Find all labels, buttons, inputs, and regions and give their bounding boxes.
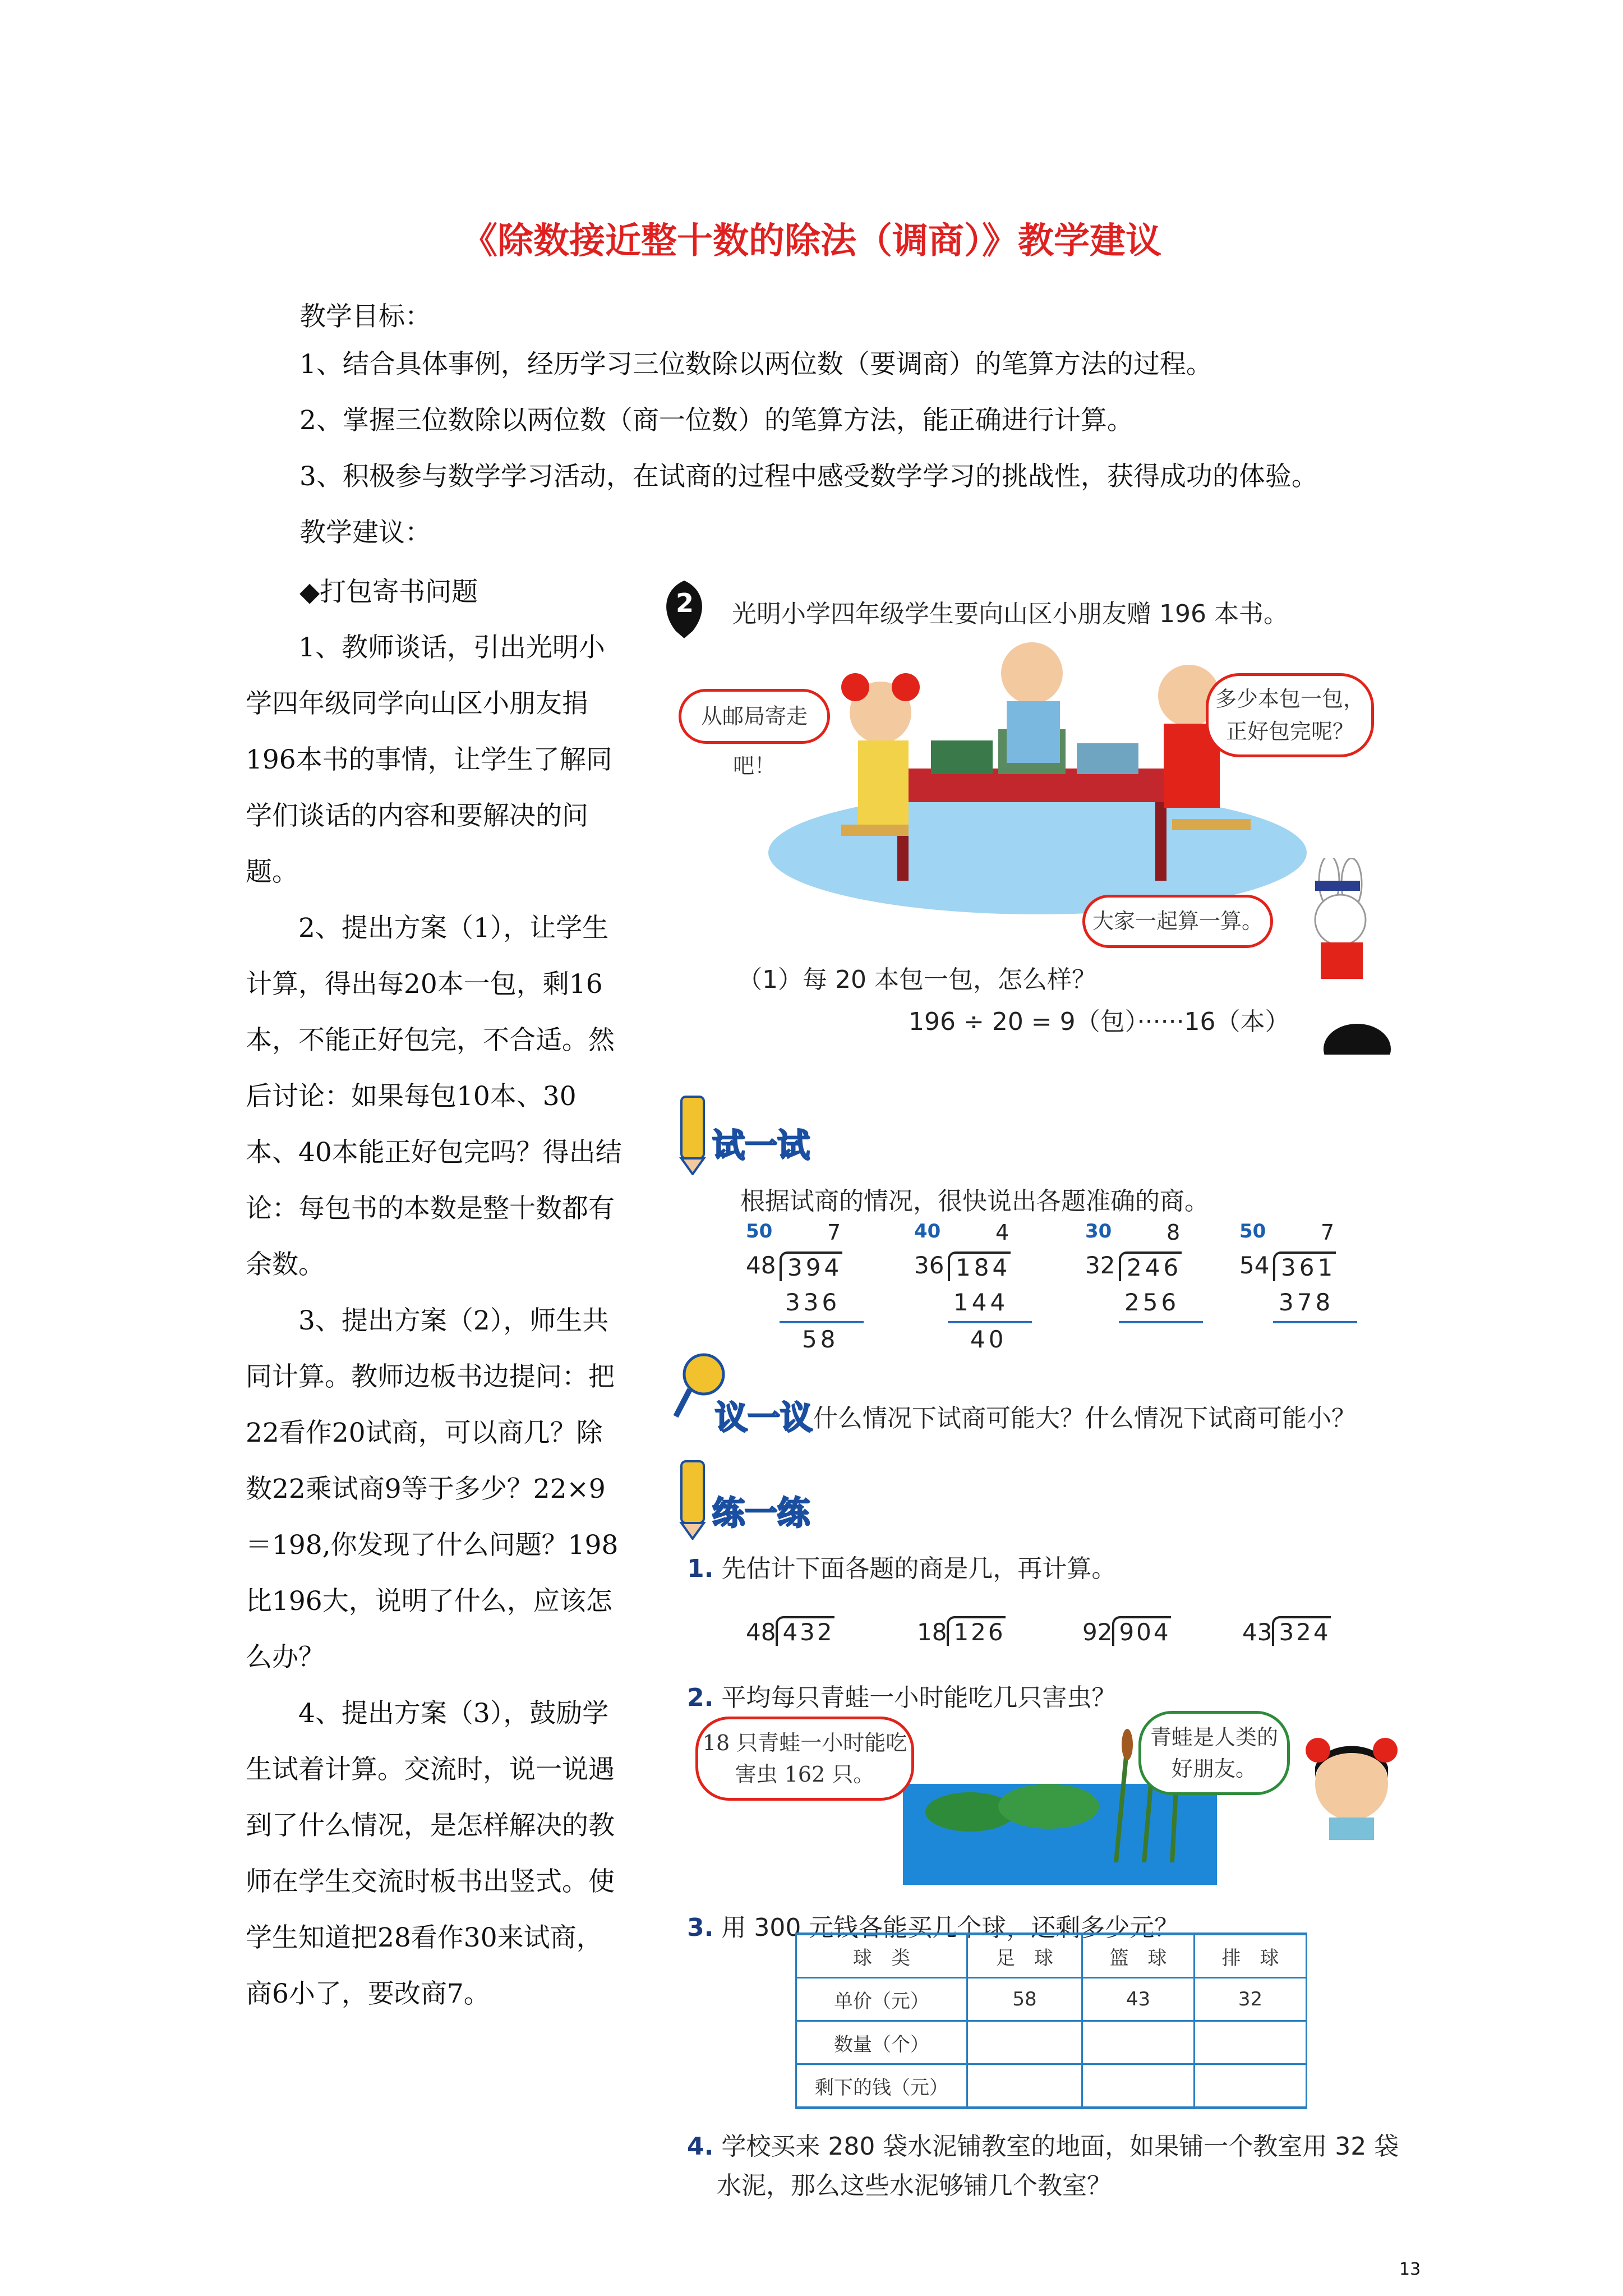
discuss-heading: 议一议	[715, 1398, 813, 1437]
table-row	[796, 2064, 1307, 2108]
plan1-calculation: 196 ÷ 20 = 9（包）······16（本）	[909, 1007, 1290, 1036]
quotient: 4	[995, 1220, 1009, 1245]
remainder: 58	[802, 1326, 839, 1353]
table-cell	[1195, 2021, 1307, 2064]
question-1-text: 先估计下面各题的商是几，再计算。	[721, 1554, 1117, 1583]
suggestion-paragraph-3: 3、提出方案（2），师生共同计算。教师边板书边提问：把22看作20试商，可以商几？除数22乘试商9等于多少？22×9＝198,你发现了什么问题？198比196大，说明了什么，应该怎么办？	[246, 1305, 619, 1673]
exercise-1: 48 432	[746, 1618, 834, 1646]
trial-quotient: 50	[1239, 1220, 1266, 1243]
suggestion-paragraph-4: 4、提出方案（3），鼓励学生试着计算。交流时，说一说遇到了什么情况，是怎样解决的教师在学生交流时板书出竖式。使学生知道把28看作30来试商，商6小了，要改商7。	[246, 1698, 615, 2009]
sub-heading-book-packing: ◆打包寄书问题	[299, 577, 478, 608]
trial-quotient: 40	[914, 1220, 941, 1243]
dividend: 184	[948, 1251, 1011, 1281]
hair-partial-illustration	[1324, 1015, 1391, 1055]
page-number: 13	[1399, 2260, 1421, 2279]
product: 378	[1279, 1289, 1334, 1316]
trial-quotient: 50	[746, 1220, 773, 1243]
suggestions-heading: 教学建议：	[299, 517, 431, 548]
table-cell: 单价（元）	[796, 1978, 967, 2021]
divisor: 48	[746, 1251, 776, 1279]
divisor: 32	[1085, 1251, 1115, 1279]
speech-bubble-left: 从邮局寄走吧！	[679, 689, 830, 744]
dividend: 394	[780, 1251, 842, 1281]
suggestions-column	[246, 620, 623, 2022]
page-title: 《除数接近整十数的除法（调商）》教学建议	[462, 220, 1161, 262]
table-cell: 58	[967, 1978, 1082, 2021]
girl-illustration	[1301, 1722, 1402, 1840]
plan1-question: （1）每 20 本包一包，怎么样？	[737, 965, 1096, 994]
objective-item-3: 3、积极参与数学学习活动，在试商的过程中感受数学学习的挑战性，获得成功的体验。	[299, 461, 1318, 492]
table-cell	[1195, 2064, 1307, 2108]
question-number: 2.	[687, 1683, 714, 1712]
pencil-icon	[673, 1091, 712, 1175]
example-number: 2	[676, 588, 694, 618]
table-cell	[967, 2021, 1082, 2064]
try-it-prompt: 根据试商的情况，很快说出各题准确的商。	[740, 1187, 1209, 1216]
question-4-line-2: 水泥，那么这些水泥够铺几个教室？	[717, 2171, 1112, 2200]
remainder: 40	[970, 1326, 1007, 1353]
table-cell: 足 球	[967, 1934, 1082, 1978]
table-row	[796, 1934, 1307, 1978]
example-text: 光明小学四年级学生要向山区小朋友赠 196 本书。	[732, 600, 1288, 628]
table-cell: 数量（个）	[796, 2021, 967, 2064]
product: 336	[785, 1289, 841, 1316]
table-cell	[1082, 2064, 1195, 2108]
product: 144	[953, 1289, 1009, 1316]
product: 256	[1124, 1289, 1180, 1316]
dividend: 246	[1119, 1251, 1182, 1281]
objective-item-2: 2、掌握三位数除以两位数（商一位数）的笔算方法，能正确进行计算。	[299, 405, 1133, 436]
pencil-icon	[673, 1456, 712, 1540]
try-it-heading: 试一试	[712, 1126, 810, 1165]
question-number: 1.	[687, 1554, 714, 1583]
speech-bubble-right: 多少本包一包，正好包完呢？	[1206, 673, 1374, 757]
exercise-2: 18 126	[917, 1618, 1006, 1646]
frog-speech-bubble-right: 青蛙是人类的好朋友。	[1138, 1711, 1290, 1795]
question-4-line-1: 学校买来 280 袋水泥铺教室的地面，如果铺一个教室用 32 袋	[721, 2132, 1399, 2161]
table-cell	[967, 2064, 1082, 2108]
quotient: 7	[827, 1220, 841, 1245]
table-cell: 篮 球	[1082, 1934, 1195, 1978]
exercise-4: 43 324	[1242, 1618, 1331, 1646]
exercise-3: 92 904	[1082, 1618, 1171, 1646]
division-4	[1239, 1220, 1396, 1355]
ball-price-table	[795, 1932, 1307, 2109]
objectives-heading: 教学目标：	[299, 301, 431, 332]
table-row	[796, 2021, 1307, 2064]
division-3	[1085, 1220, 1242, 1355]
suggestion-paragraph-1: 1、教师谈话，引出光明小学四年级同学向山区小朋友捐196本书的事情，让学生了解同学们谈话的内容和要解决的问题。	[246, 632, 612, 887]
table-cell: 剩下的钱（元）	[796, 2064, 967, 2108]
table-cell: 32	[1195, 1978, 1307, 2021]
dividend: 361	[1273, 1251, 1336, 1281]
table-cell: 排 球	[1195, 1934, 1307, 1978]
speech-bubble-rabbit: 大家一起算一算。	[1082, 895, 1273, 948]
trial-quotient: 30	[1085, 1220, 1112, 1243]
divisor: 54	[1239, 1251, 1270, 1279]
question-3-text: 用 300 元钱各能买几个球，还剩多少元？	[721, 1913, 1179, 1942]
question-number: 3.	[687, 1913, 714, 1942]
question-2-text: 平均每只青蛙一小时能吃几只害虫？	[721, 1683, 1117, 1712]
division-2	[914, 1220, 1071, 1355]
suggestion-paragraph-2: 2、提出方案（1），让学生计算，得出每20本一包，剩16本，不能正好包完，不合适。然后讨论：如果每包10本、30本、40本能正好包完吗？得出结论：每包书的本数是整十数都有余数。	[246, 913, 622, 1280]
table-cell	[1082, 2021, 1195, 2064]
table-row	[796, 1978, 1307, 2021]
table-cell: 43	[1082, 1978, 1195, 2021]
rabbit-teacher-illustration	[1295, 858, 1380, 982]
objective-item-1: 1、结合具体事例，经历学习三位数除以两位数（要调商）的笔算方法的过程。	[299, 349, 1212, 380]
quotient: 7	[1321, 1220, 1335, 1245]
division-1	[746, 1220, 903, 1355]
question-number: 4.	[687, 2132, 714, 2161]
practice-heading: 练一练	[712, 1494, 810, 1532]
divisor: 36	[914, 1251, 944, 1279]
table-cell: 球 类	[796, 1934, 967, 1978]
discuss-text: 什么情况下试商可能大？什么情况下试商可能小？	[813, 1404, 1356, 1433]
quotient: 8	[1166, 1220, 1181, 1245]
frog-speech-bubble-left: 18 只青蛙一小时能吃害虫 162 只。	[695, 1717, 914, 1801]
